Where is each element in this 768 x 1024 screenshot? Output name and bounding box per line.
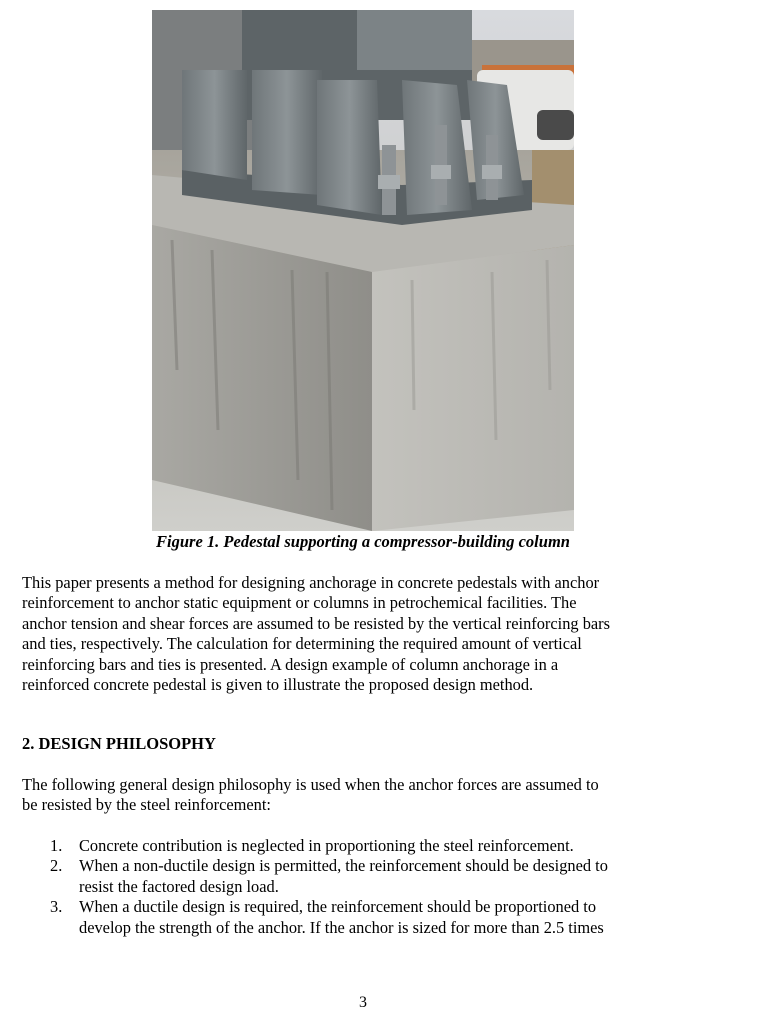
- list-number: 1.: [50, 836, 63, 855]
- section-lead-paragraph: [22, 775, 722, 816]
- text-line: resist the factored design load.: [79, 876, 279, 896]
- text-line: This paper presents a method for designing anchorage in concrete pedestals with anchor: [22, 573, 600, 592]
- list-item: [22, 836, 722, 856]
- figure-caption: Figure 1. Pedestal supporting a compressor-building column: [156, 532, 570, 551]
- list-item: [22, 856, 722, 897]
- text-line: anchor tension and shear forces are assumed to be resisted by the vertical reinforcing bars: [22, 613, 611, 633]
- text-line: and ties, respectively. The calculation for determining the required amount of vertical: [22, 634, 582, 654]
- list-item: [22, 897, 722, 938]
- page-number: 3: [359, 994, 367, 1011]
- text-line: When a ductile design is required, the reinforcement should be proportioned to: [79, 897, 597, 917]
- text-line: reinforcing bars and ties is presented. A design example of column anchorage in a: [22, 654, 559, 674]
- text-line: reinforcement to anchor static equipment or columns in petrochemical facilities. The: [22, 593, 577, 613]
- list-number: 2.: [50, 856, 63, 876]
- text-line: When a non-ductile design is permitted, the reinforcement should be designed to: [79, 856, 608, 876]
- text-line: develop the strength of the anchor. If the anchor is sized for more than 2.5 times: [79, 917, 604, 937]
- section-heading: 2. DESIGN PHILOSOPHY: [22, 734, 216, 753]
- text-line: reinforced concrete pedestal is given to illustrate the proposed design method.: [22, 675, 534, 695]
- text-line: The following general design philosophy is used when the anchor forces are assumed to: [22, 775, 599, 794]
- pedestal-photo: [152, 10, 574, 531]
- intro-paragraph: [22, 573, 722, 695]
- philosophy-list: [22, 836, 722, 938]
- list-number: 3.: [50, 897, 63, 917]
- text-line: Concrete contribution is neglected in proportioning the steel reinforcement.: [79, 836, 574, 855]
- text-line: be resisted by the steel reinforcement:: [22, 795, 271, 815]
